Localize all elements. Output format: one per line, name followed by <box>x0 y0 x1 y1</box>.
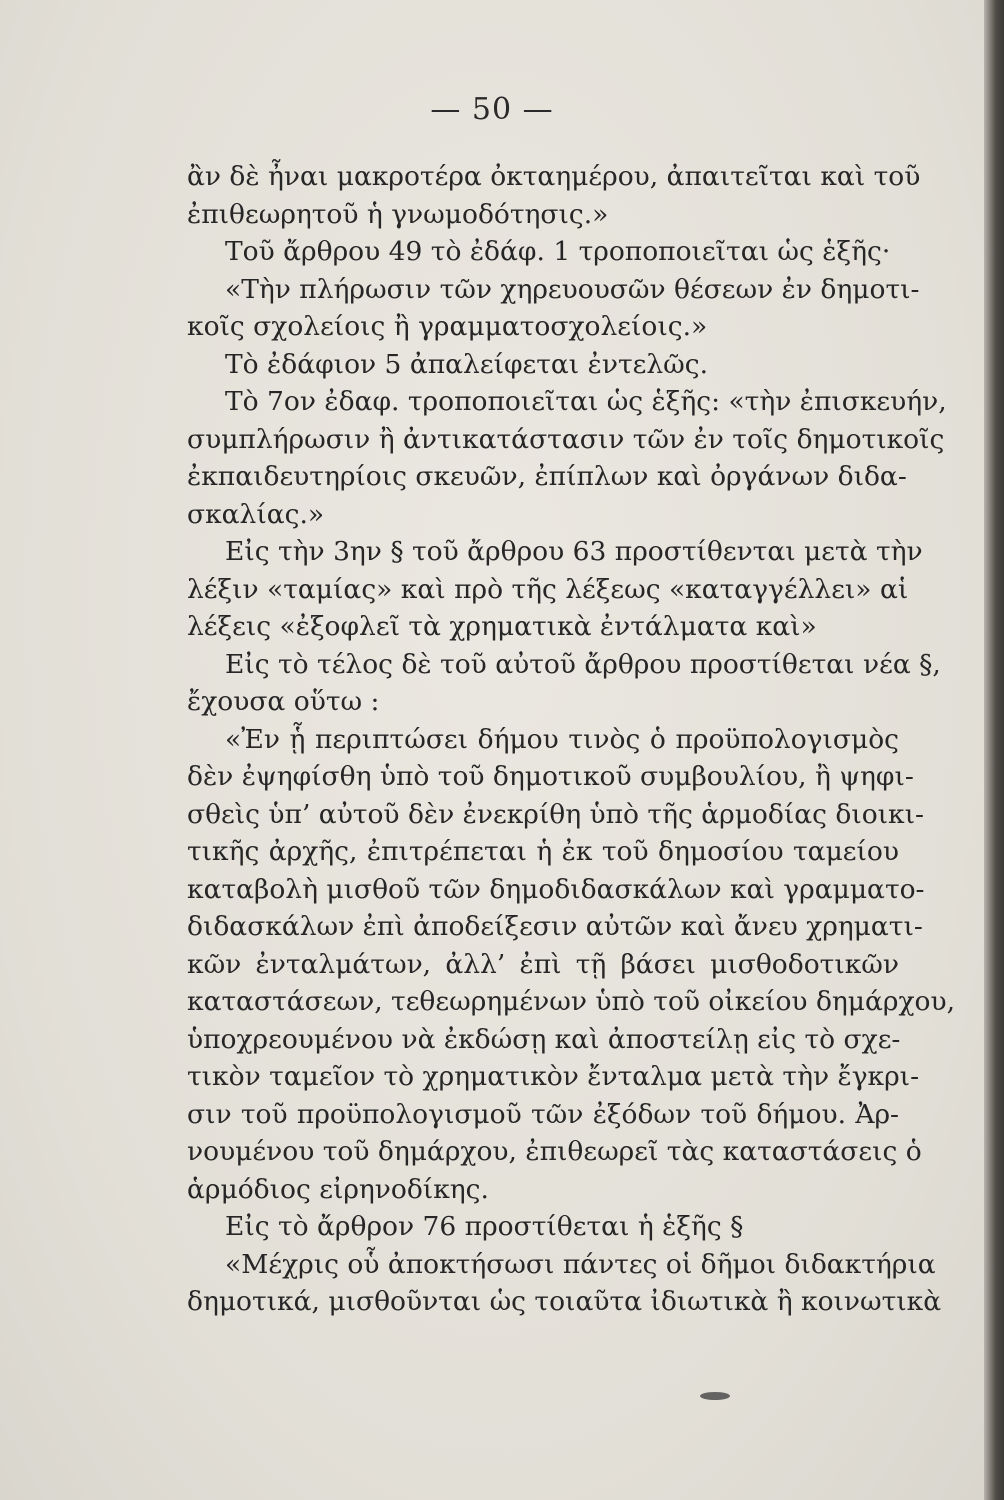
text-line: νουμένου τοῦ δημάρχου, ἐπιθεωρεῖ τὰς καταστάσεις ὁ <box>187 1136 922 1167</box>
page-body-text <box>187 158 956 1321</box>
text-line: διδασκάλων ἐπὶ ἀποδείξεσιν αὐτῶν καὶ ἄνευ χρηματι- <box>187 911 923 942</box>
text-line: συμπλήρωσιν ἢ ἀντικατάστασιν τῶν ἐν τοῖς δημοτικοῖς <box>187 423 945 455</box>
text-line: «Μέχρις οὗ ἀποκτήσωσι πάντες οἱ δῆμοι διδακτήρια <box>225 1248 936 1280</box>
text-line: δὲν ἐψηφίσθη ὑπὸ τοῦ δημοτικοῦ συμβουλίου, ἢ ψηφι- <box>187 761 914 792</box>
text-line: Εἰς τὴν 3ην § τοῦ ἄρθρου 63 προστίθενται μετὰ τὴν <box>225 536 923 567</box>
text-line: ὑποχρεουμένου νὰ ἐκδώσῃ καὶ ἀποστείλῃ εἰς τὸ σχε- <box>187 1023 901 1055</box>
ink-smudge <box>700 1392 730 1400</box>
text-line: καταστάσεων, τεθεωρημένων ὑπὸ τοῦ οἰκείου δημάρχου, <box>187 986 956 1017</box>
text-line: «Ἐν ᾗ περιπτώσει δήμου τινὸς ὁ προϋπολογισμὸς <box>225 723 899 755</box>
text-line: τικὸν ταμεῖον τὸ χρηματικὸν ἔνταλμα μετὰ τὴν ἔγκρι- <box>187 1061 920 1092</box>
text-line: Τὸ ἐδάφιον 5 ἀπαλείφεται ἐντελῶς. <box>225 348 709 380</box>
text-line: λέξεις «ἐξοφλεῖ τὰ χρηματικὰ ἐντάλματα καὶ» <box>187 611 817 642</box>
text-line: ἔχουσα οὕτω : <box>187 686 380 717</box>
text-line: «Τὴν πλήρωσιν τῶν χηρευουσῶν θέσεων ἐν δημοτι- <box>225 273 920 305</box>
text-line: καταβολὴ μισθοῦ τῶν δημοδιδασκάλων καὶ γραμματο- <box>187 873 925 905</box>
page-number: — 50 — <box>430 92 554 127</box>
text-line: Εἰς τὸ τέλος δὲ τοῦ αὐτοῦ ἄρθρου προστίθεται νέα §, <box>225 648 941 680</box>
text-line: κῶν ἐνταλμάτων, ἀλλ’ ἐπὶ τῇ βάσει μισθοδοτικῶν <box>187 948 899 980</box>
text-line: Τοῦ ἄρθρου 49 τὸ ἐδάφ. 1 τροποποιεῖται ὡς ἑξῆς· <box>225 236 891 267</box>
text-line: σκαλίας.» <box>187 498 325 530</box>
text-line: Εἰς τὸ ἄρθρον 76 προστίθεται ἡ ἑξῆς § <box>225 1211 744 1242</box>
text-line: λέξιν «ταμίας» καὶ πρὸ τῆς λέξεως «καταγγέλλει» αἱ <box>187 573 909 605</box>
text-line: Τὸ 7ον ἐδαφ. τροποποιεῖται ὡς ἑξῆς: «τὴν ἐπισκευήν, <box>225 386 947 417</box>
text-line: ἁρμόδιος εἰρηνοδίκης. <box>187 1173 489 1205</box>
text-line: ἐκπαιδευτηρίοις σκευῶν, ἐπίπλων καὶ ὀργάνων διδα- <box>187 461 907 492</box>
text-line: ἐπιθεωρητοῦ ἡ γνωμοδότησις.» <box>187 198 609 230</box>
text-line: σθεὶς ὑπ’ αὐτοῦ δὲν ἐνεκρίθη ὑπὸ τῆς ἁρμοδίας διοικι- <box>187 798 924 830</box>
text-line: ἂν δὲ ἦναι μακροτέρα ὀκταημέρου, ἀπαιτεῖται καὶ τοῦ <box>187 161 921 192</box>
book-binding-edge <box>984 0 1004 1500</box>
text-line: σιν τοῦ προϋπολογισμοῦ τῶν ἐξόδων τοῦ δήμου. Ἀρ- <box>187 1098 899 1130</box>
text-line: δημοτικά, μισθοῦνται ὡς τοιαῦτα ἰδιωτικὰ ἢ κοινωτικὰ <box>187 1286 942 1317</box>
text-line: τικῆς ἀρχῆς, ἐπιτρέπεται ἡ ἐκ τοῦ δημοσίου ταμείου <box>187 836 899 867</box>
text-line: κοῖς σχολείοις ἢ γραμματοσχολείοις.» <box>187 311 708 342</box>
